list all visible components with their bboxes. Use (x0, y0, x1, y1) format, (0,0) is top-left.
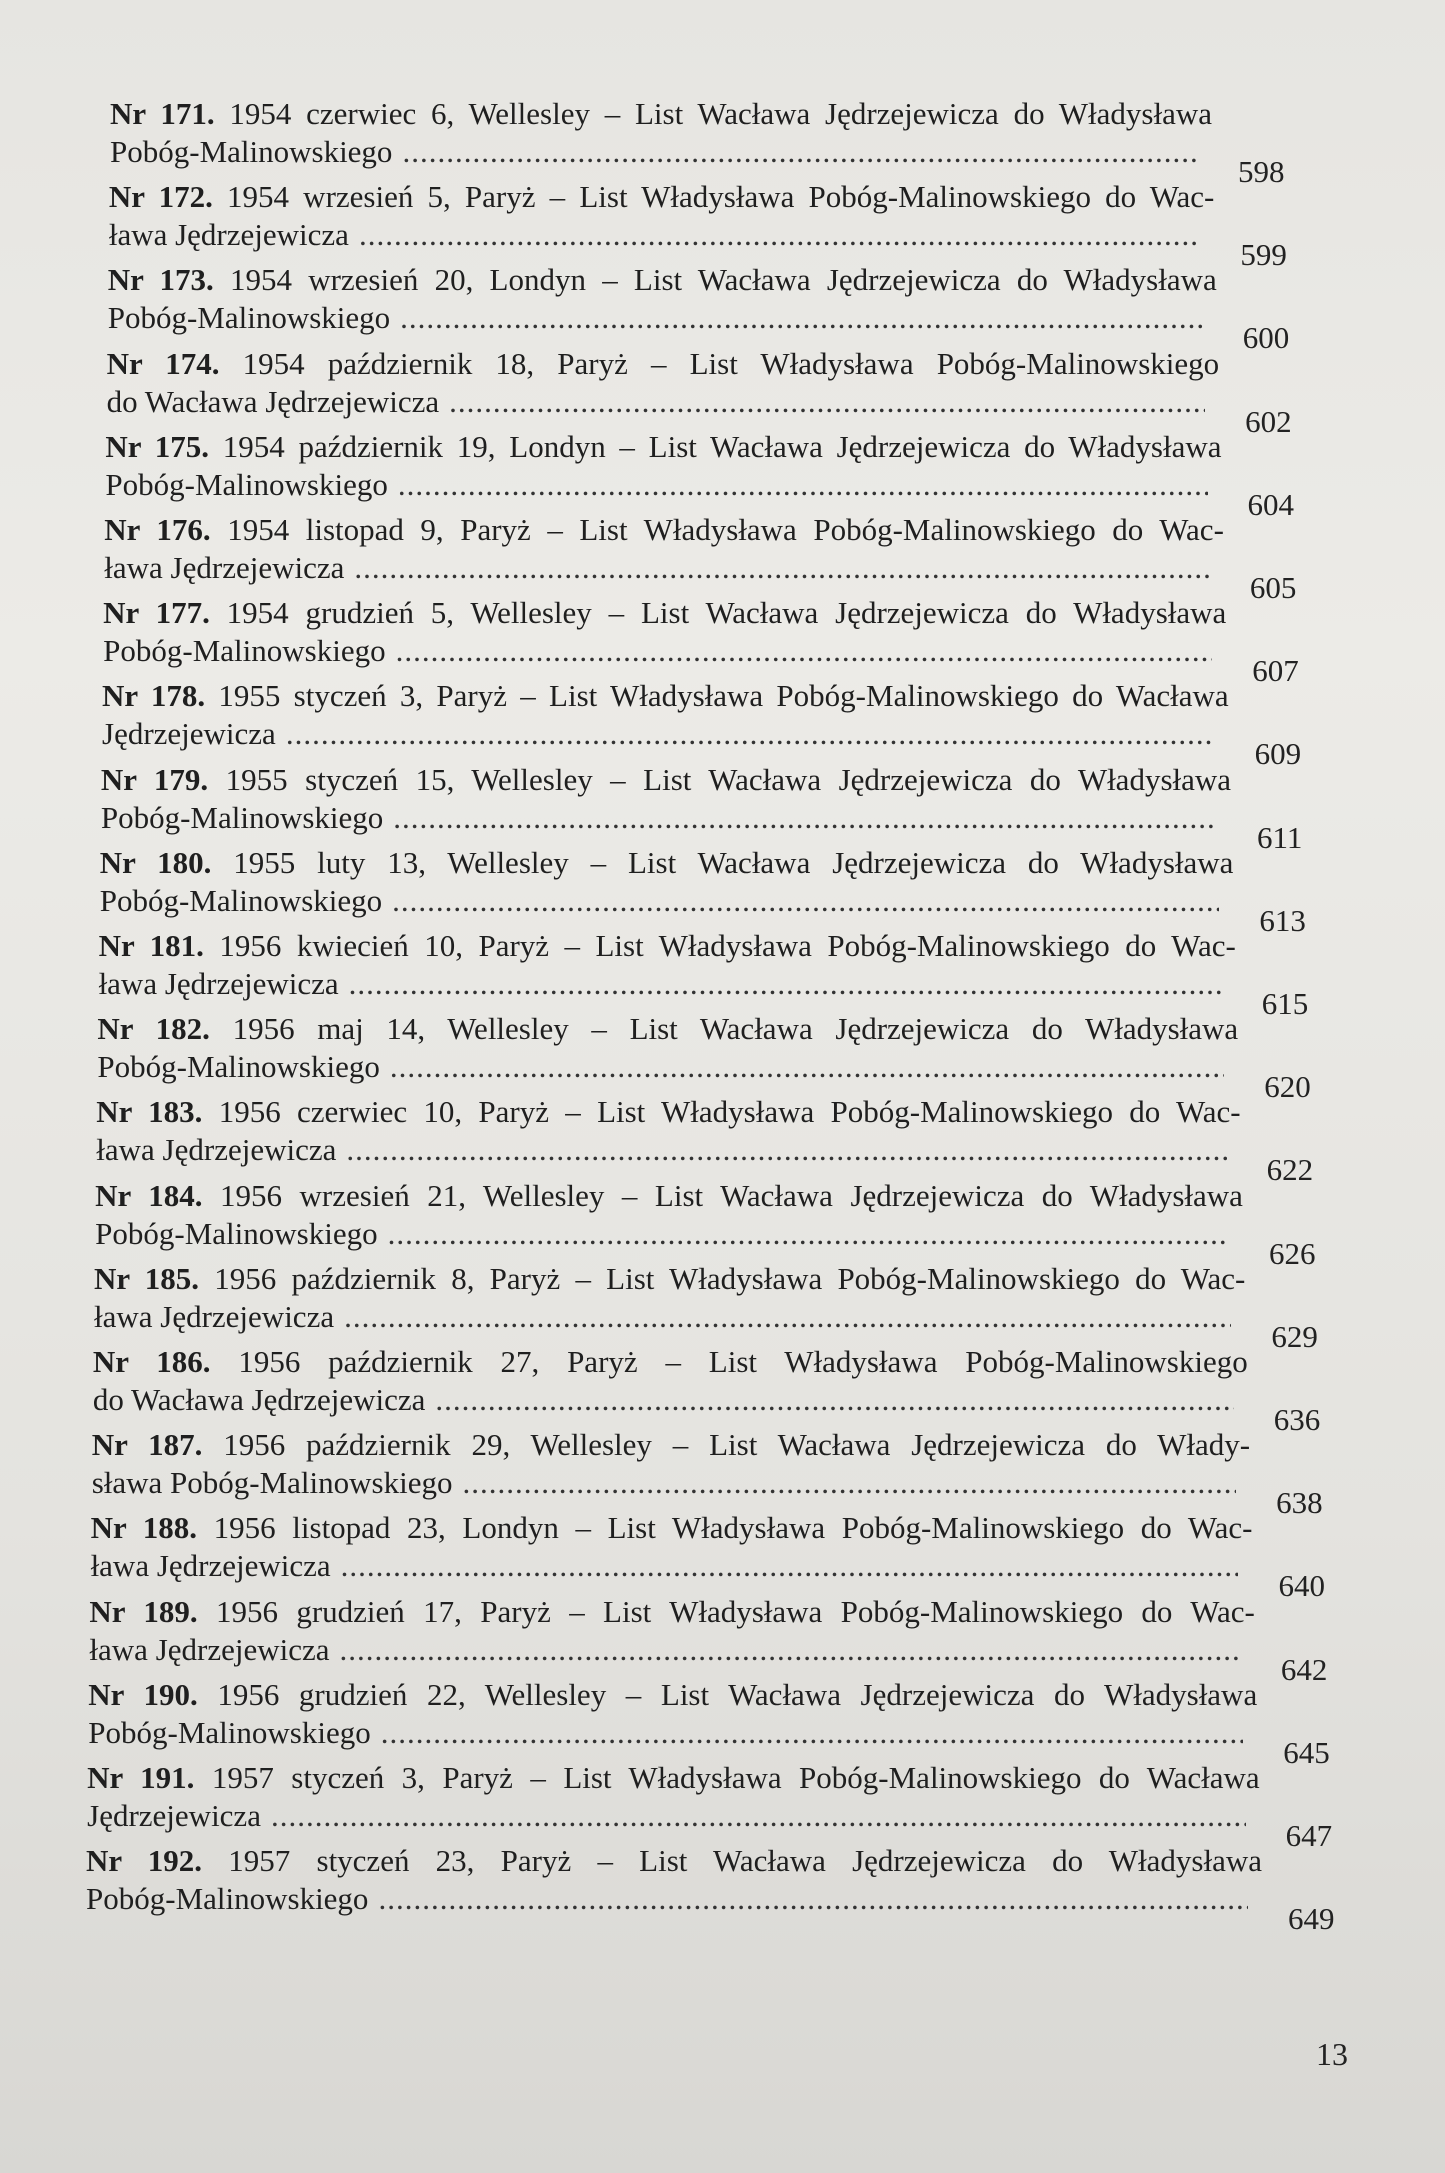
entry-continuation: Pobóg-Malinowskiego (110, 134, 393, 169)
entry-number: Nr 179. (100, 761, 209, 797)
entry-title-line (110, 95, 1212, 133)
dot-leader (344, 1298, 1231, 1336)
entry-continuation-line (97, 1048, 1238, 1086)
entry-page-number: 598 (1238, 154, 1285, 189)
entry-number: Nr 174. (106, 345, 220, 381)
dot-leader (449, 383, 1205, 421)
entry-text: 1956 październik 27, Paryż – List Władysława Pobóg-Malinowskiego (238, 1344, 1248, 1379)
entry-continuation: do Wacława Jędrzejewicza (92, 1382, 426, 1417)
toc-entry (107, 345, 1220, 421)
dot-leader (349, 965, 1222, 1003)
entry-number: Nr 189. (89, 1593, 198, 1629)
dot-leader (359, 216, 1200, 254)
entry-continuation-line (91, 1547, 1253, 1585)
entry-continuation: Pobóg-Malinowskiego (105, 466, 388, 502)
entry-number: Nr 187. (91, 1427, 203, 1463)
entry-continuation-line (102, 715, 1229, 753)
entry-page-number: 640 (1278, 1568, 1325, 1604)
toc-entry (108, 261, 1217, 337)
dot-leader (354, 549, 1210, 587)
entry-text: 1957 styczeń 3, Paryż – List Władysława Pobóg-Malinowskiego do Wacława (211, 1760, 1260, 1795)
entry-continuation: sława Pobóg-Malinowskiego (91, 1465, 453, 1501)
entry-text: 1954 grudzień 5, Wellesley – List Wacława Jędrzejewicza do Władysława (226, 595, 1227, 631)
entry-continuation-line (104, 549, 1224, 587)
entry-continuation-line (96, 1131, 1240, 1169)
entry-text: 1954 październik 18, Paryż – List Władysława Pobóg-Malinowskiego (242, 345, 1220, 381)
toc-entry (92, 1426, 1250, 1502)
dot-leader (286, 715, 1215, 753)
entry-number: Nr 185. (94, 1260, 200, 1296)
toc-entry (96, 1093, 1240, 1169)
toc-entry (93, 1343, 1248, 1419)
entry-page-number: 626 (1268, 1235, 1316, 1271)
dot-leader (341, 1547, 1239, 1585)
entry-continuation: ława Jędrzejewicza (89, 1631, 330, 1667)
entry-continuation: Pobóg-Malinowskiego (88, 1714, 371, 1750)
toc-entry (104, 511, 1224, 587)
entry-number: Nr 188. (90, 1510, 198, 1546)
entry-page-number: 605 (1249, 570, 1297, 605)
entry-continuation-line (107, 383, 1220, 421)
entry-text: 1956 czerwiec 10, Paryż – List Władysława Pobóg-Malinowskiego do Wac- (218, 1094, 1241, 1130)
entry-number: Nr 172. (108, 179, 213, 215)
entry-continuation-line (110, 133, 1212, 171)
entry-title-line (95, 1177, 1243, 1215)
entry-text: 1955 styczeń 15, Wellesley – List Wacława Jędrzejewicza do Władysława (225, 761, 1232, 797)
entry-title-line (99, 927, 1236, 965)
entry-continuation: Pobóg-Malinowskiego (95, 1215, 378, 1251)
entry-title-line (86, 1842, 1262, 1880)
entry-number: Nr 186. (92, 1344, 211, 1379)
toc-entry (94, 1260, 1245, 1336)
entry-continuation-line (100, 882, 1234, 920)
entry-continuation: ława Jędrzejewicza (96, 1132, 337, 1168)
entry-page-number: 615 (1261, 986, 1309, 1021)
entry-text: 1954 wrzesień 5, Paryż – List Władysława Pobóg-Malinowskiego do Wac- (227, 179, 1215, 215)
entry-title-line (88, 1676, 1257, 1714)
entry-title-line (104, 511, 1224, 549)
entry-continuation-line (87, 1797, 1259, 1835)
dot-leader (392, 882, 1219, 920)
entry-title-line (102, 677, 1229, 715)
entry-page-number: 645 (1283, 1734, 1330, 1770)
entry-title-line (93, 1343, 1248, 1381)
entry-number: Nr 180. (99, 844, 212, 880)
entry-continuation-line (92, 1464, 1250, 1502)
entry-title-line (105, 428, 1221, 466)
entry-page-number: 602 (1245, 403, 1292, 439)
toc-entry (91, 1509, 1253, 1585)
entry-title-line (109, 178, 1215, 216)
entry-continuation: Jędrzejewicza (87, 1798, 261, 1833)
entry-page-number: 647 (1285, 1818, 1333, 1853)
dot-leader (378, 1880, 1248, 1918)
entry-number: Nr 182. (97, 1011, 210, 1047)
entry-text: 1956 październik 29, Wellesley – List Wacława Jędrzejewicza do Włady- (223, 1427, 1251, 1463)
entry-continuation-line (105, 466, 1221, 504)
dot-leader (400, 299, 1203, 337)
entry-page-number: 600 (1242, 320, 1290, 356)
entry-page-number: 629 (1271, 1318, 1318, 1354)
entry-continuation-line (88, 1714, 1257, 1752)
entry-page-number: 636 (1273, 1402, 1321, 1437)
toc-entry (100, 844, 1234, 920)
entry-number: Nr 175. (105, 428, 209, 464)
toc-entry (97, 1010, 1238, 1086)
entry-text: 1956 październik 8, Paryż – List Władysława Pobóg-Malinowskiego do Wac- (214, 1260, 1246, 1296)
entry-continuation: Pobóg-Malinowskiego (103, 633, 386, 669)
entry-page-number: 642 (1280, 1651, 1328, 1687)
dot-leader (402, 133, 1198, 171)
entry-text: 1955 luty 13, Wellesley – List Wacława Jędrzejewicza do Władysława (233, 844, 1234, 880)
entry-page-number: 620 (1264, 1069, 1311, 1105)
dot-leader (381, 1714, 1244, 1752)
entry-text: 1954 czerwiec 6, Wellesley – List Wacława Jędrzejewicza do Władysława (229, 96, 1213, 131)
entry-continuation: Pobóg-Malinowskiego (107, 300, 391, 336)
entry-number: Nr 176. (104, 512, 211, 547)
entry-page-number: 611 (1257, 819, 1303, 855)
entry-continuation: ława Jędrzejewicza (94, 1298, 335, 1334)
entry-title-line (100, 844, 1234, 882)
entry-page-number: 604 (1247, 486, 1295, 522)
toc-entry (86, 1842, 1262, 1918)
entry-text: 1954 listopad 9, Paryż – List Władysława Pobóg-Malinowskiego do Wac- (227, 512, 1224, 547)
entry-title-line (107, 345, 1220, 383)
entry-title-line (103, 594, 1226, 632)
entry-number: Nr 190. (88, 1676, 198, 1712)
dot-leader (388, 1215, 1229, 1253)
entry-page-number: 622 (1266, 1152, 1314, 1188)
entry-continuation-line (94, 1298, 1245, 1336)
entry-number: Nr 192. (86, 1843, 203, 1879)
entry-text: 1956 kwiecień 10, Paryż – List Władysława Pobóg-Malinowskiego do Wac- (219, 928, 1236, 963)
toc-entry (105, 428, 1221, 504)
dot-leader (346, 1131, 1226, 1169)
entry-continuation: ława Jędrzejewicza (98, 966, 339, 1001)
entry-text: 1956 maj 14, Wellesley – List Wacława Jędrzejewicza do Władysława (232, 1011, 1239, 1047)
toc-entry (101, 761, 1231, 837)
dot-leader (396, 632, 1213, 670)
entry-title-line (91, 1509, 1253, 1547)
entry-page-number: 599 (1240, 237, 1287, 273)
entry-number: Nr 191. (87, 1760, 195, 1795)
dot-leader (398, 466, 1208, 504)
dot-leader (435, 1381, 1233, 1419)
entry-continuation-line (101, 799, 1231, 837)
entry-continuation: do Wacława Jędrzejewicza (106, 383, 440, 419)
entry-continuation-line (86, 1880, 1262, 1918)
entry-title-line (87, 1759, 1259, 1797)
entry-continuation: Pobóg-Malinowskiego (97, 1049, 380, 1085)
dot-leader (462, 1464, 1236, 1502)
entry-number: Nr 183. (96, 1094, 203, 1130)
entry-title-line (108, 261, 1217, 299)
toc-entry (89, 1593, 1254, 1669)
entry-text: 1954 październik 19, Londyn – List Wacława Jędrzejewicza do Władysława (222, 428, 1222, 464)
dot-leader (390, 1048, 1224, 1086)
entry-title-line (97, 1010, 1238, 1048)
entry-text: 1955 styczeń 3, Paryż – List Władysława Pobóg-Malinowskiego do Wacława (218, 678, 1229, 714)
entry-page-number: 613 (1259, 902, 1306, 938)
entry-number: Nr 178. (102, 678, 206, 714)
entry-page-number: 649 (1288, 1901, 1335, 1937)
entry-text: 1956 grudzień 17, Paryż – List Władysława Pobóg-Malinowskiego do Wac- (215, 1593, 1255, 1629)
entry-page-number: 609 (1254, 736, 1302, 772)
page-number: 13 (1316, 2036, 1348, 2072)
entry-text: 1956 grudzień 22, Wellesley – List Wacława Jędrzejewicza do Władysława (217, 1676, 1258, 1712)
dot-leader (340, 1631, 1241, 1669)
entry-title-line (92, 1426, 1250, 1464)
entry-continuation: Jędrzejewicza (102, 716, 276, 752)
toc-entry (99, 927, 1236, 1003)
entry-continuation-line (108, 299, 1217, 337)
toc-entry (103, 594, 1226, 670)
entry-continuation-line (103, 632, 1226, 670)
entry-number: Nr 173. (107, 262, 214, 298)
entry-continuation-line (109, 216, 1215, 254)
entry-continuation: Pobóg-Malinowskiego (99, 882, 383, 918)
dot-leader (393, 799, 1217, 837)
entry-title-line (96, 1093, 1240, 1131)
entry-continuation-line (93, 1381, 1248, 1419)
entry-title-line (101, 761, 1231, 799)
entry-continuation: ława Jędrzejewicza (90, 1548, 331, 1584)
entry-continuation-line (89, 1631, 1254, 1669)
entry-continuation: ława Jędrzejewicza (104, 550, 345, 585)
entry-number: Nr 184. (95, 1177, 203, 1213)
entry-page-number: 638 (1276, 1485, 1323, 1521)
entry-number: Nr 177. (103, 595, 210, 631)
entry-text: 1956 listopad 23, Londyn – List Władysława Pobóg-Malinowskiego do Wac- (213, 1510, 1253, 1546)
entry-text: 1956 wrzesień 21, Wellesley – List Wacława Jędrzejewicza do Władysława (220, 1177, 1243, 1213)
entry-title-line (89, 1593, 1254, 1631)
entry-text: 1954 wrzesień 20, Londyn – List Wacława Jędrzejewicza do Władysława (229, 262, 1217, 298)
toc-entry (88, 1676, 1257, 1752)
entry-page-number: 607 (1252, 653, 1299, 689)
toc-entry (110, 95, 1212, 171)
entry-continuation-line (99, 965, 1236, 1003)
entry-title-line (94, 1260, 1245, 1298)
entry-continuation: ława Jędrzejewicza (108, 217, 349, 253)
entry-continuation: Pobóg-Malinowskiego (86, 1881, 369, 1917)
entry-continuation-line (95, 1215, 1243, 1253)
toc-entry (109, 178, 1215, 254)
dot-leader (271, 1797, 1246, 1835)
toc-entry (87, 1759, 1259, 1835)
entry-number: Nr 181. (98, 928, 204, 963)
entry-number: Nr 171. (110, 96, 215, 131)
entry-text: 1957 styczeń 23, Paryż – List Wacława Jędrzejewicza do Władysława (228, 1843, 1262, 1879)
toc-entry (102, 677, 1229, 753)
entry-continuation: Pobóg-Malinowskiego (100, 799, 384, 835)
toc-entry (95, 1177, 1243, 1253)
